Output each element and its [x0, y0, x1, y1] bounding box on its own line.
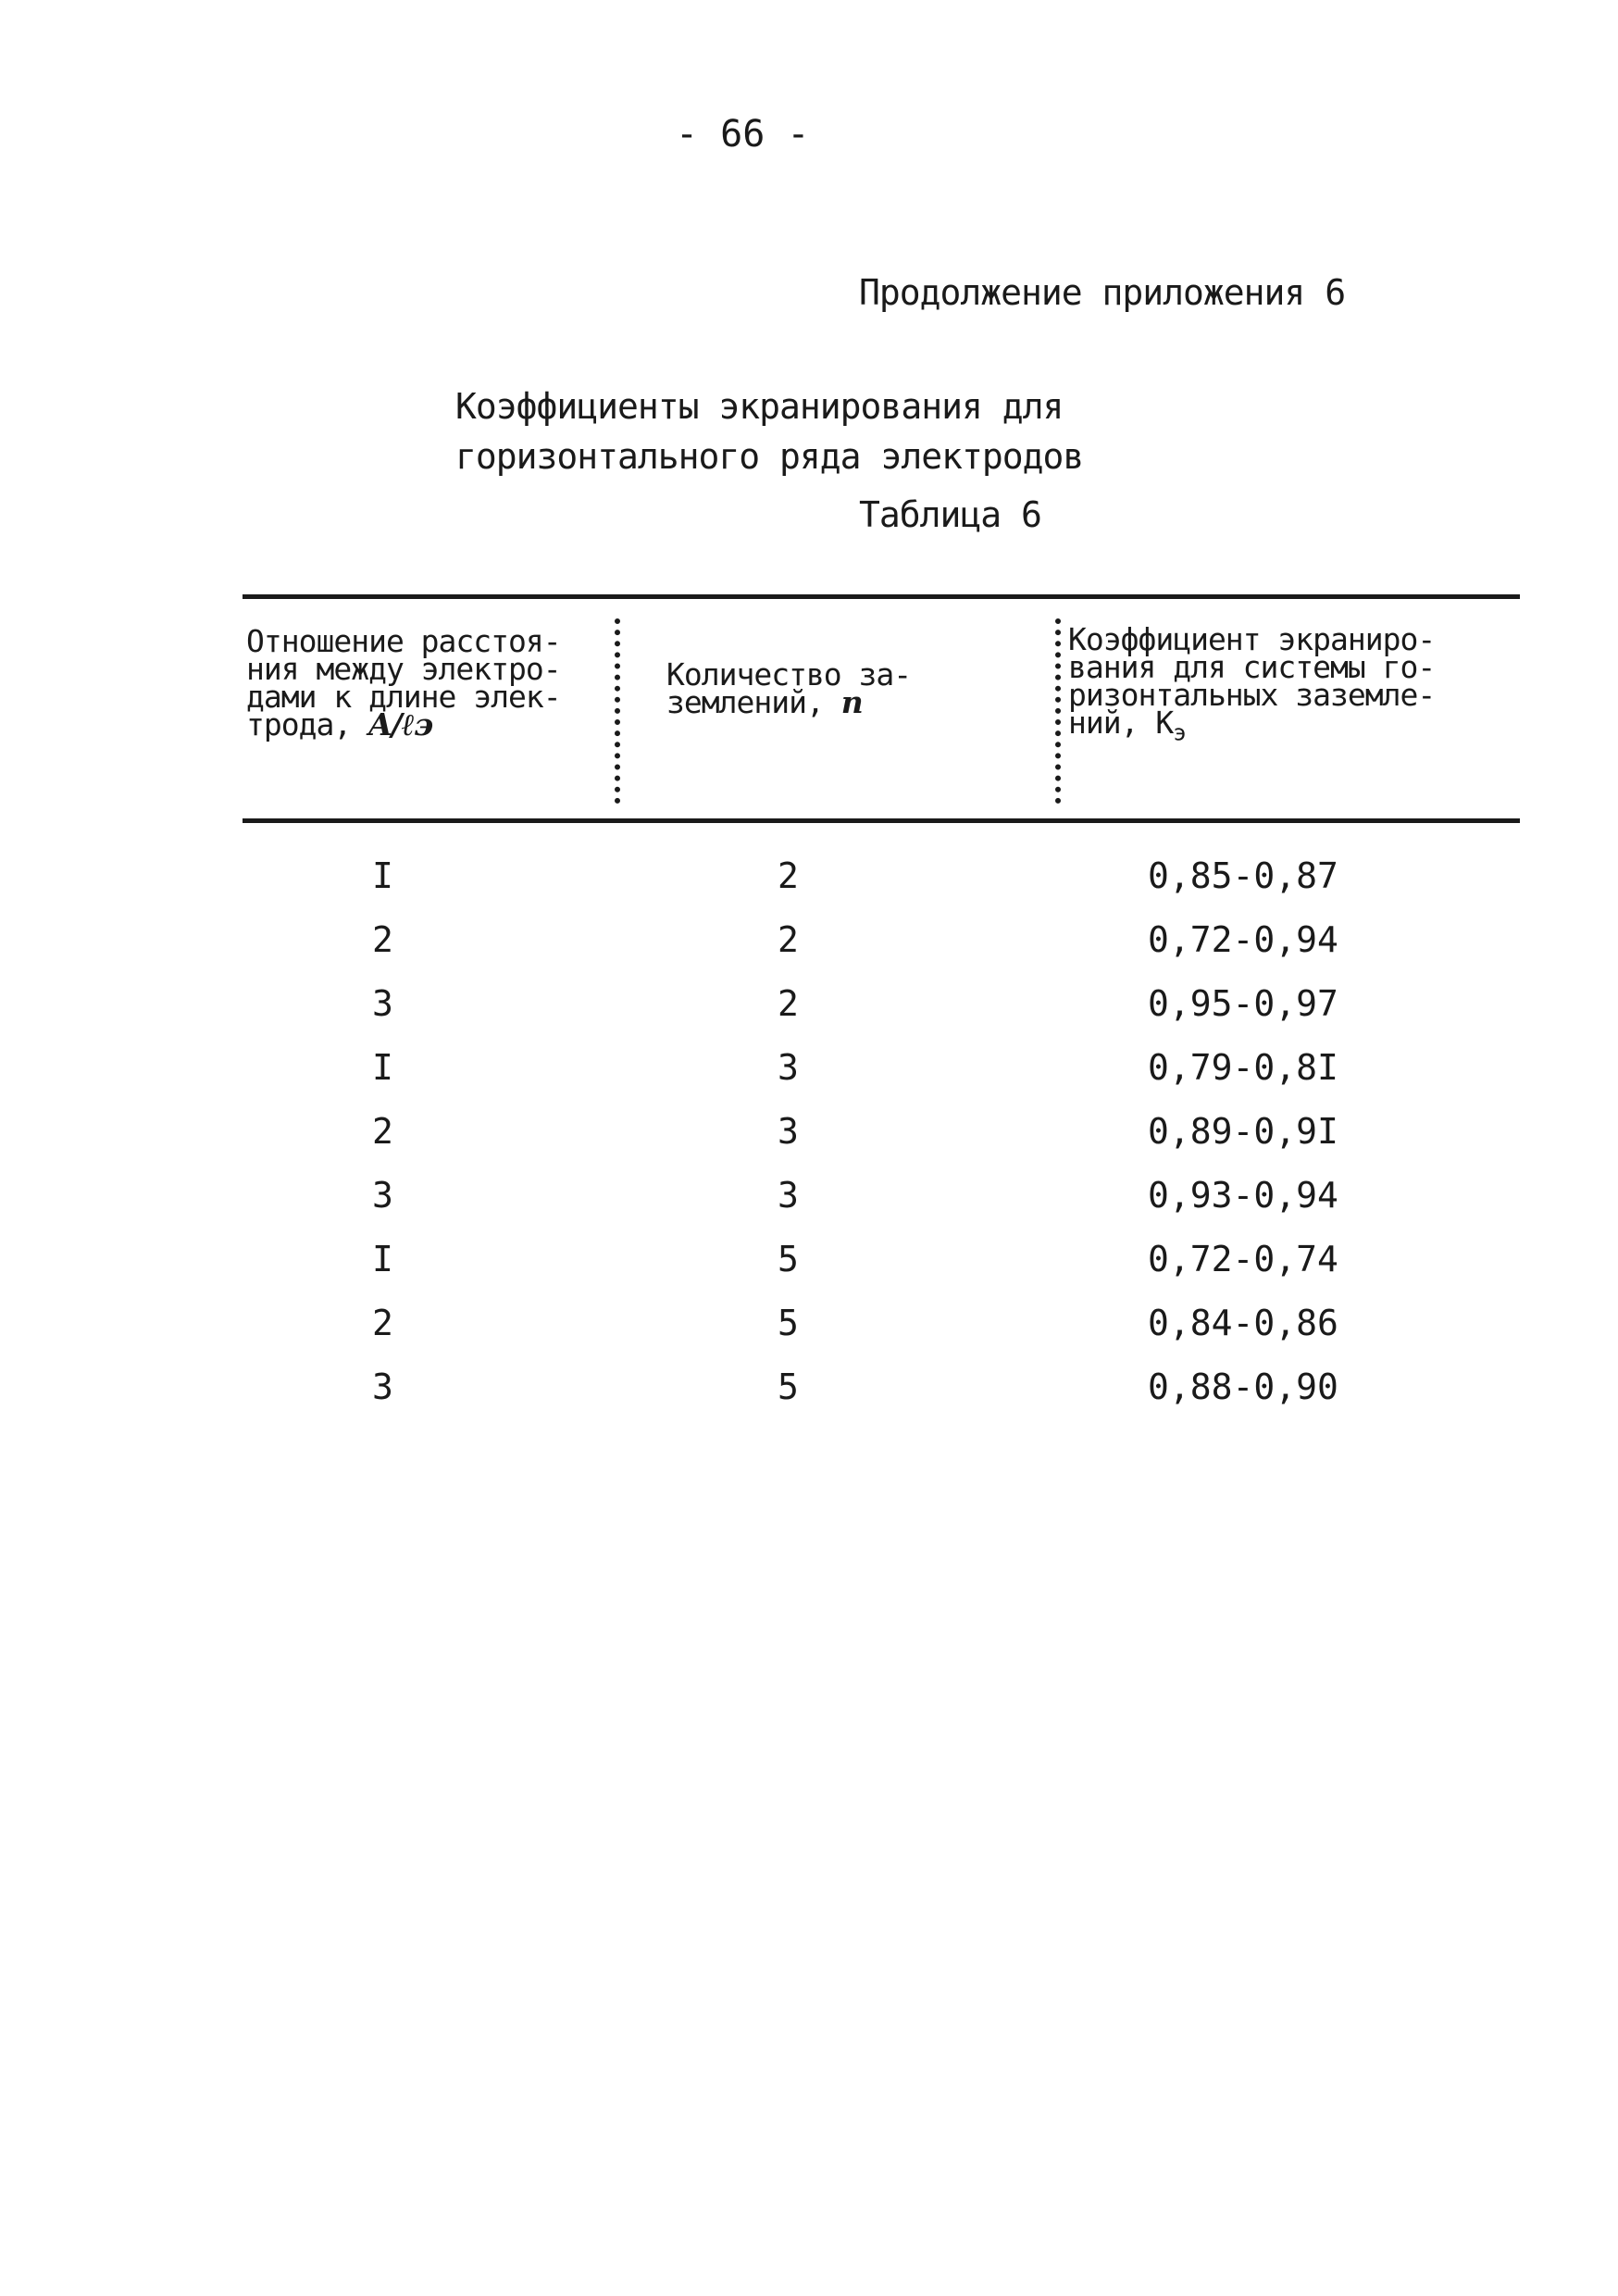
table-row: [243, 1239, 1520, 1303]
table-row: [243, 1111, 1520, 1175]
table-row: [243, 1047, 1520, 1111]
cell-coefficient: 0,88-0,90: [1148, 1366, 1338, 1407]
caption-line-2: горизонтального ряда электродов: [455, 436, 1084, 477]
header-coef-line: ризонтальных заземле-: [1068, 677, 1436, 713]
header-coefficient: [1068, 621, 1436, 747]
header-ratio-line: Отношение расстоя-: [246, 623, 561, 659]
cell-coefficient: 0,79-0,8I: [1148, 1047, 1338, 1088]
cell-count: 5: [778, 1239, 799, 1279]
cell-ratio: 3: [372, 983, 393, 1024]
header-count-line: [666, 684, 911, 720]
table-header-rule: [243, 818, 1520, 823]
cell-ratio: 2: [372, 1111, 393, 1152]
table-row: [243, 919, 1520, 983]
cell-ratio: I: [372, 1239, 393, 1279]
table-row: [243, 1366, 1520, 1430]
cell-count: 3: [778, 1111, 799, 1152]
cell-count: 2: [778, 855, 799, 896]
header-coef-line: Коэффициент экраниро-: [1068, 621, 1436, 657]
header-coef-line: [1068, 705, 1435, 747]
header-coef-prefix: ний, К: [1068, 705, 1174, 741]
table-top-rule: [243, 594, 1520, 599]
header-ratio-line: [246, 706, 561, 742]
cell-ratio: 3: [372, 1175, 393, 1216]
cell-count: 3: [778, 1175, 799, 1216]
header-coef-line: вания для системы го-: [1068, 649, 1436, 685]
cell-count: 5: [778, 1303, 799, 1343]
cell-ratio: I: [372, 1047, 393, 1088]
header-count-line: Количество за-: [666, 656, 912, 693]
header-ratio: [246, 623, 561, 742]
header-ratio-line: ния между электро-: [246, 651, 561, 687]
cell-count: 2: [778, 983, 799, 1024]
appendix-continuation: Продолжение приложения 6: [859, 272, 1346, 313]
cell-coefficient: 0,72-0,74: [1148, 1239, 1338, 1279]
header-coef-subscript: э: [1173, 719, 1186, 746]
table-row: [243, 855, 1520, 919]
header-ratio-symbol: A/ℓэ: [368, 706, 433, 742]
header-ratio-line: дами к длине элек-: [246, 679, 561, 715]
header-count-prefix: землений,: [666, 684, 841, 720]
cell-coefficient: 0,84-0,86: [1148, 1303, 1338, 1343]
table-label: Таблица 6: [859, 494, 1041, 535]
column-separator-2: [1055, 618, 1061, 804]
page-number: - 66 -: [676, 113, 810, 156]
cell-ratio: 3: [372, 1366, 393, 1407]
table-row: [243, 983, 1520, 1047]
cell-coefficient: 0,89-0,9I: [1148, 1111, 1338, 1152]
header-ratio-prefix: трода,: [246, 706, 369, 742]
cell-ratio: 2: [372, 919, 393, 960]
cell-ratio: 2: [372, 1303, 393, 1343]
caption-line-1: Коэффициенты экранирования для: [455, 386, 1064, 427]
table-row: [243, 1303, 1520, 1366]
table-caption: [455, 381, 1083, 481]
table-row: [243, 1175, 1520, 1239]
cell-count: 5: [778, 1366, 799, 1407]
header-count: [666, 656, 912, 720]
header-count-symbol: n: [840, 684, 863, 720]
cell-coefficient: 0,93-0,94: [1148, 1175, 1338, 1216]
cell-count: 3: [778, 1047, 799, 1088]
column-separator-1: [615, 618, 620, 804]
cell-ratio: I: [372, 855, 393, 896]
cell-count: 2: [778, 919, 799, 960]
table-body: [243, 855, 1520, 1430]
cell-coefficient: 0,95-0,97: [1148, 983, 1338, 1024]
cell-coefficient: 0,85-0,87: [1148, 855, 1338, 896]
cell-coefficient: 0,72-0,94: [1148, 919, 1338, 960]
